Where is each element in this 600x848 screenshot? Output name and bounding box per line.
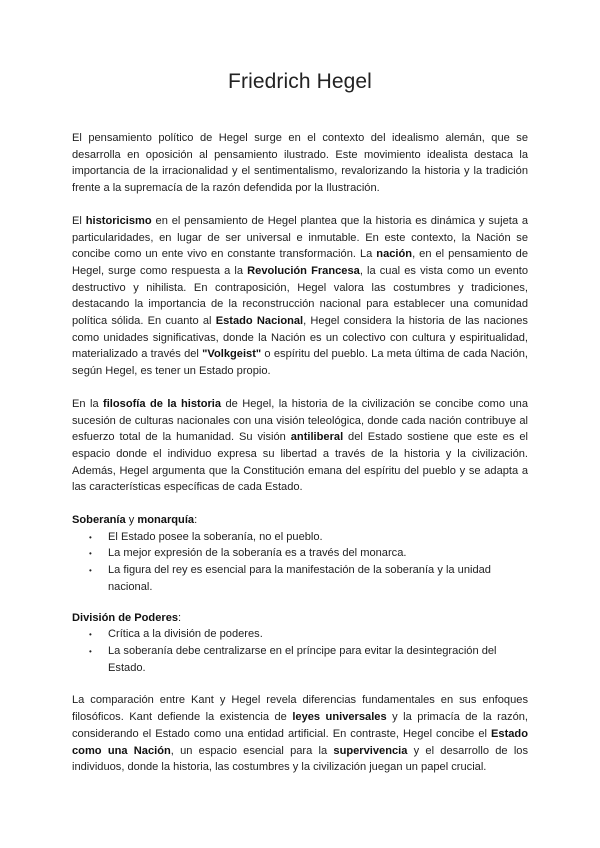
text-run: , Hegel considera la historia de las naciones como unidades significativas, donde la Nación es un colectivo con cultura y espiritualidad, materializado a través del (72, 315, 528, 361)
text-run: o espíritu del pueblo. La meta última de cada Nación, según Hegel, es tener un Estado propio. (72, 348, 528, 378)
text-run: : (178, 611, 182, 624)
text-run: del Estado sostiene que este es el espacio donde el individuo expresa su libertad a través de la historia y la civilización. Además, Hegel argumenta que la Constitución emana del espíritu del pueblo y se adapta a las características específicas de cada Estado. (72, 431, 528, 494)
bold-term: supervivencia (333, 744, 408, 757)
historicismo-paragraph (72, 213, 528, 380)
bold-term: historicismo (85, 214, 152, 227)
list-item: • La figura del rey es esencial para la manifestación de la soberanía y la unidad nacional. (72, 562, 528, 595)
bold-term: leyes universales (292, 711, 387, 724)
text-run: , un espacio esencial para la (170, 744, 334, 757)
document-page (72, 70, 528, 776)
division-heading (72, 610, 528, 627)
filosofia-paragraph (72, 396, 528, 496)
text-run: y (125, 514, 138, 527)
text-run: de Hegel, la historia de la civilización se concibe como una sucesión de culturas nacionales con una visión teleológica, donde cada nación contribuye al esfuerzo total de la humanidad. Su visión (72, 397, 529, 444)
intro-paragraph: El pensamiento político de Hegel surge en el contexto del idealismo alemán, que se desarrolla en oposición al pensamiento ilustrado. Este movimiento idealista destaca la importancia de la irracionalidad y el sentimentalismo, revalorizando la historia y la tradición frente a la supremacía de la razón defendida por la Ilustración. (72, 132, 528, 195)
bold-term: nación (376, 248, 413, 261)
comparacion-paragraph (72, 692, 528, 776)
soberania-heading (72, 512, 528, 529)
bold-term: Estado Nacional (215, 315, 304, 328)
text-run: y la primacía de la razón, considerando el Estado como una entidad artificial. En contraste, Hegel concibe el (72, 711, 528, 740)
document-title: Friedrich Hegel (228, 70, 372, 93)
text-run: y el desarrollo de los individuos, donde la historia, las costumbres y la civilización juegan un papel crucial. (72, 744, 529, 774)
text-run: La comparación entre Kant y Hegel revela diferencias fundamentales en sus enfoques filosóficos. Kant defiende la existencia de (72, 694, 528, 724)
bold-term: antiliberal (290, 431, 344, 444)
list-item: • Crítica a la división de poderes. (72, 626, 528, 643)
text-run: , en el pensamiento de Hegel, surge como respuesta a la (72, 248, 528, 277)
text-run: El (72, 214, 86, 227)
list-item: • La mejor expresión de la soberanía es a través del monarca. (72, 545, 528, 562)
bold-term: Estado como una Nación (72, 727, 528, 757)
division-list (72, 626, 528, 676)
text-run: en el pensamiento de Hegel plantea que la historia es dinámica y sujeta a particularidades, en lugar de ser universal e inmutable. En este contexto, la Nación se concibe como un ente vivo en constante transformación. La (72, 214, 528, 261)
soberania-list (72, 529, 528, 596)
bold-term: Soberanía (72, 514, 126, 527)
bold-term: filosofía de la historia (103, 397, 222, 410)
bold-term: "Volkgeist" (202, 348, 262, 361)
bold-term: monarquía (137, 514, 195, 527)
list-item: • La soberanía debe centralizarse en el príncipe para evitar la desintegración del Estado. (72, 643, 528, 676)
text-run: , la cual es vista como un evento destructivo y nihilista. En contraposición, Hegel valora las costumbres y tradiciones, destacando la importancia de la reconstrucción nacional para establecer una comunidad política sólida. En cuanto al (72, 264, 529, 328)
text-run: : (194, 514, 198, 527)
list-item: • El Estado posee la soberanía, no el pueblo. (72, 529, 528, 546)
bold-term: División de Poderes (72, 611, 179, 624)
bold-term: Revolución Francesa (247, 264, 360, 277)
text-run: En la (72, 397, 104, 410)
